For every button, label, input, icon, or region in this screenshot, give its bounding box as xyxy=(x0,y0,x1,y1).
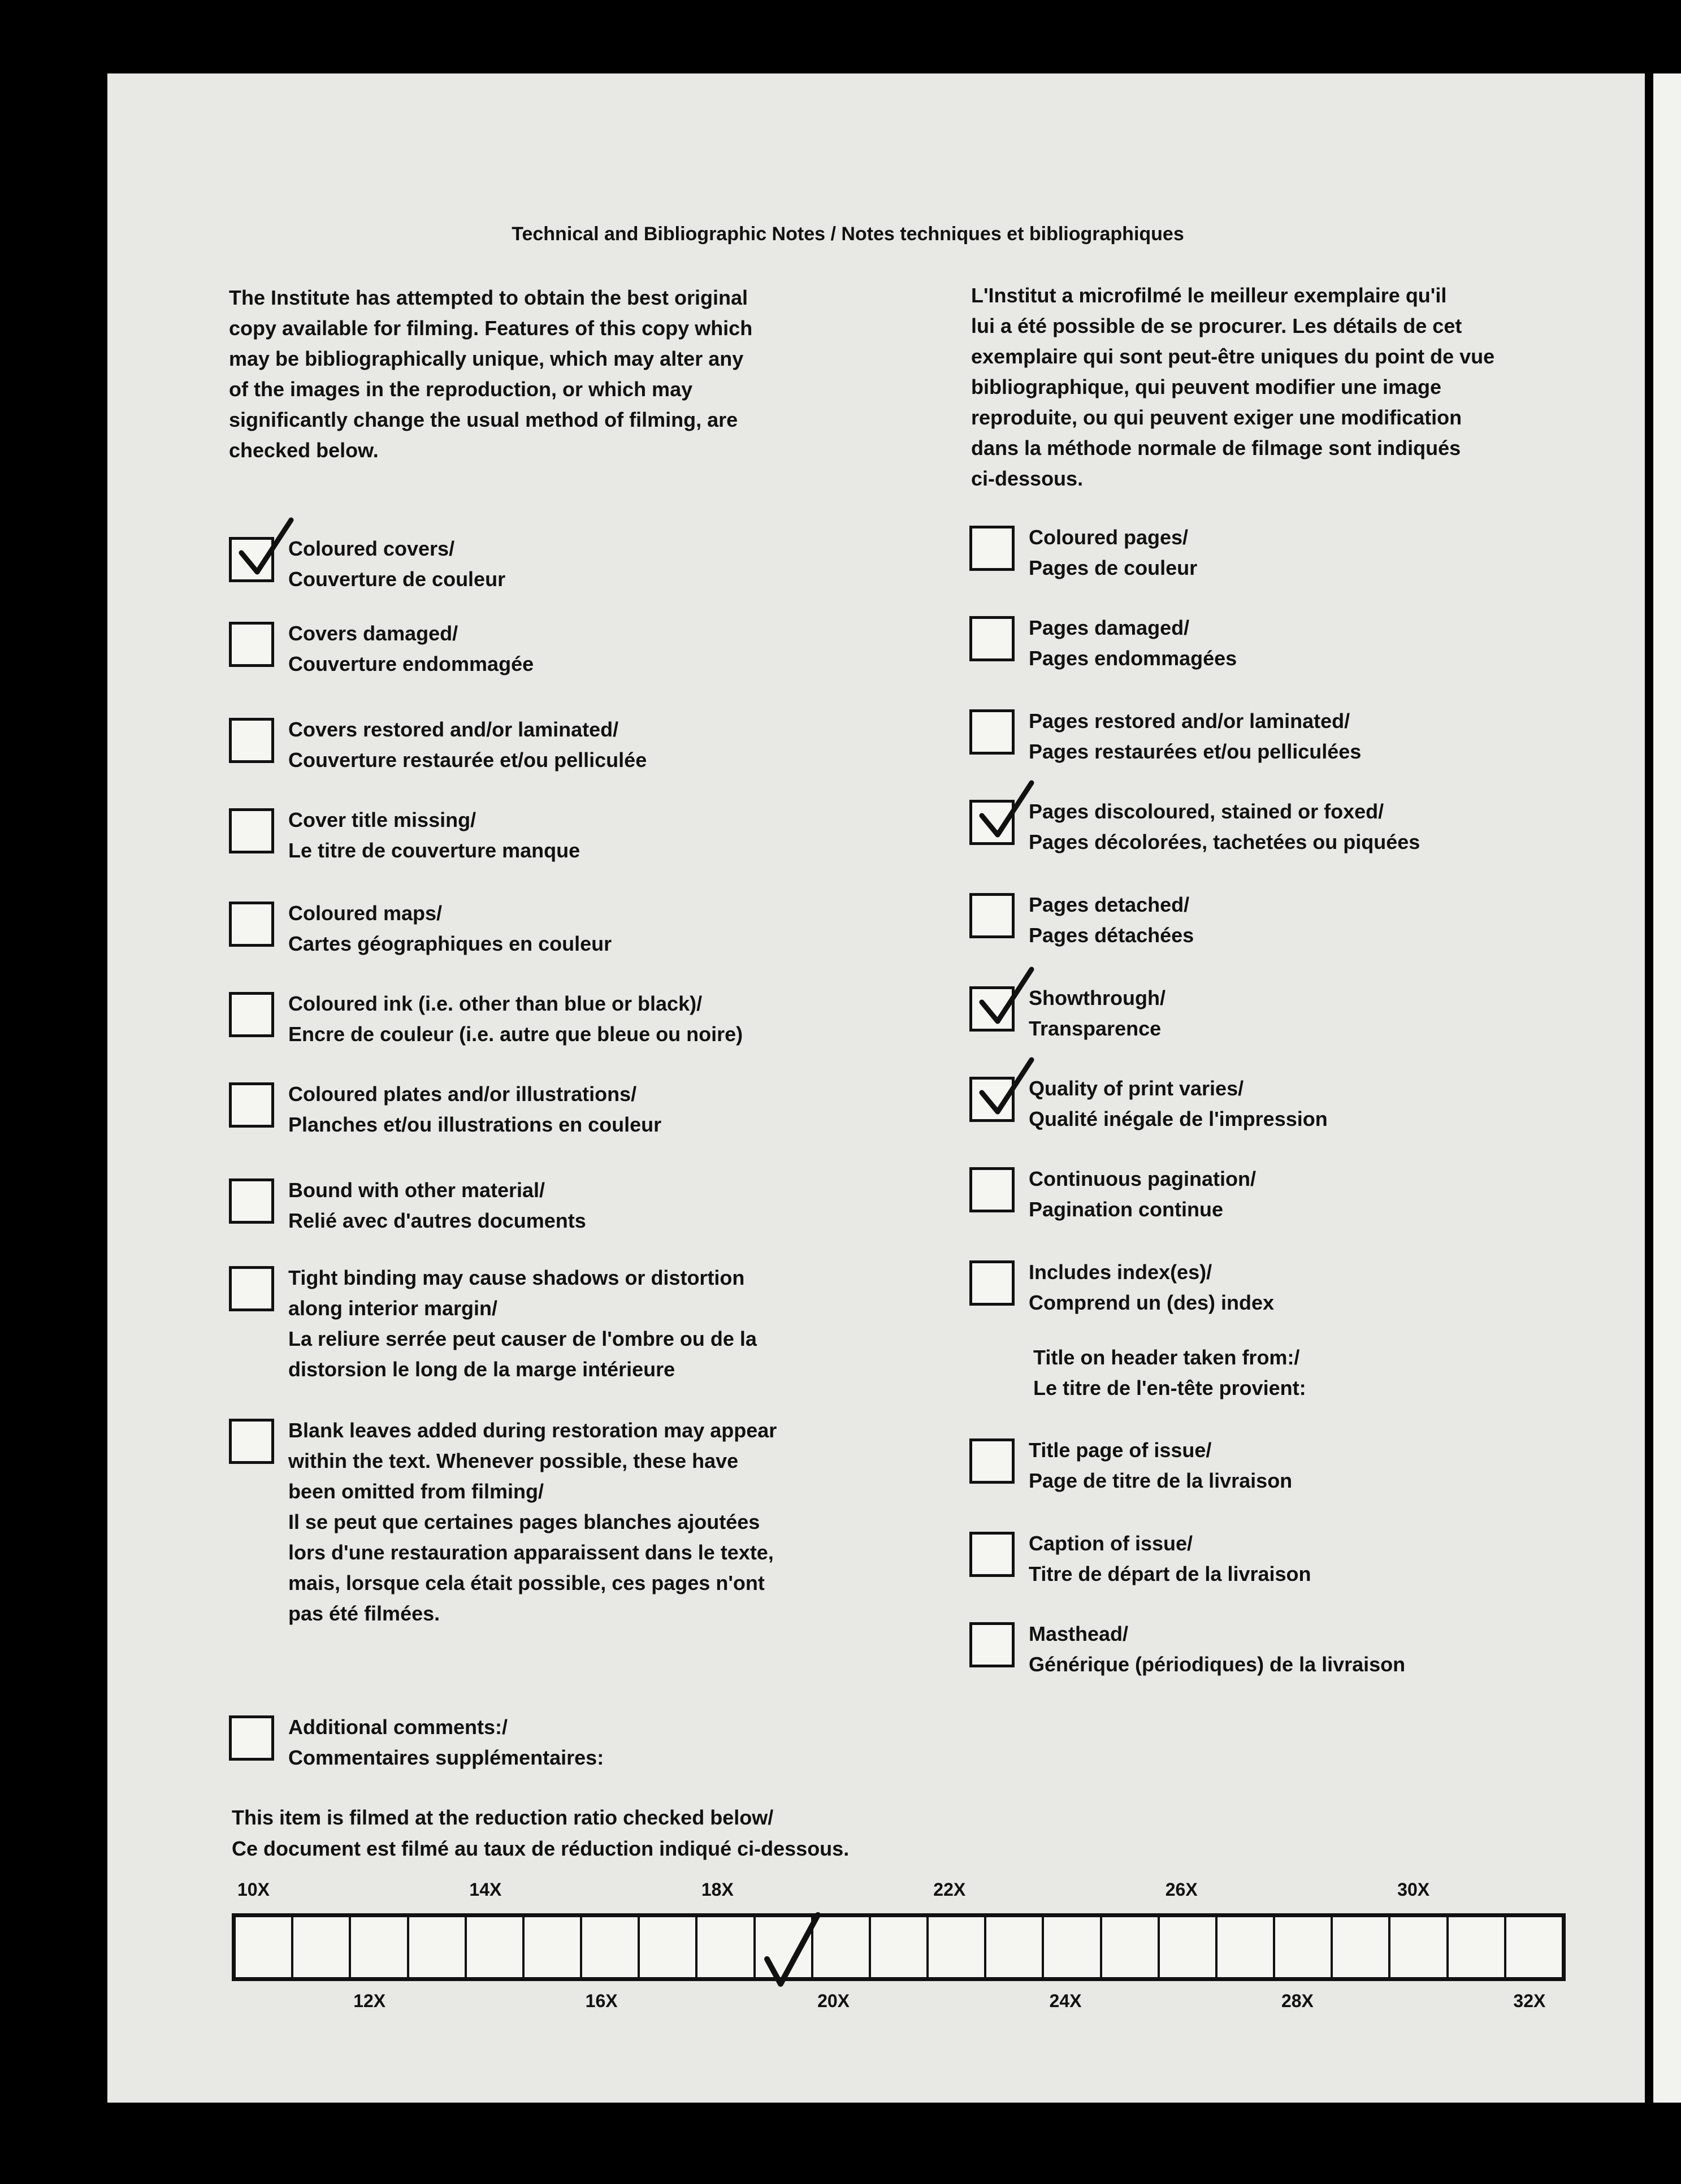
checklist-label xyxy=(288,714,647,775)
ratio-label: 30X xyxy=(1397,1879,1430,1900)
ratio-cell[interactable] xyxy=(697,1917,755,1977)
label-line: Tight binding may cause shadows or distortion xyxy=(288,1266,745,1289)
label-line: Includes index(es)/ xyxy=(1029,1260,1212,1284)
checkbox[interactable] xyxy=(969,709,1015,755)
ratio-cell[interactable] xyxy=(986,1917,1044,1977)
checklist-label xyxy=(1029,1619,1405,1680)
ratio-cell[interactable] xyxy=(1044,1917,1102,1977)
ratio-cell[interactable] xyxy=(1275,1917,1333,1977)
ratio-label: 18X xyxy=(701,1879,734,1900)
header-note-line: Le titre de l'en-tête provient: xyxy=(1033,1376,1306,1399)
label-line: distorsion le long de la marge intérieure xyxy=(288,1358,675,1381)
checklist-label xyxy=(288,1712,604,1773)
label-line: Commentaires supplémentaires: xyxy=(288,1746,604,1769)
ratio-label: 20X xyxy=(817,1991,850,2011)
label-line: Coloured maps/ xyxy=(288,902,443,925)
intro-en-line: The Institute has attempted to obtain the best original xyxy=(229,286,748,309)
checklist-label xyxy=(288,618,534,679)
ratio-cell[interactable] xyxy=(236,1917,293,1977)
label-line: Title page of issue/ xyxy=(1029,1438,1212,1462)
checkbox[interactable] xyxy=(229,1715,274,1761)
ratio-label: 14X xyxy=(469,1879,502,1900)
adjacent-page-edge xyxy=(1653,73,1681,2103)
ratio-label: 24X xyxy=(1049,1991,1082,2011)
label-line: Planches et/ou illustrations en couleur xyxy=(288,1113,662,1136)
label-line: Relié avec d'autres documents xyxy=(288,1209,586,1232)
ratio-label: 28X xyxy=(1281,1991,1314,2011)
ratio-label: 16X xyxy=(585,1991,618,2011)
label-line: Continuous pagination/ xyxy=(1029,1167,1256,1190)
label-line: Blank leaves added during restoration may appear xyxy=(288,1419,777,1442)
ratio-cell[interactable] xyxy=(1218,1917,1275,1977)
checkbox[interactable] xyxy=(229,1419,274,1464)
label-line: Page de titre de la livraison xyxy=(1029,1469,1293,1492)
label-line: Le titre de couverture manque xyxy=(288,839,580,862)
ratio-cell[interactable] xyxy=(1390,1917,1448,1977)
ratio-label: 12X xyxy=(353,1991,386,2011)
label-line: Covers damaged/ xyxy=(288,622,458,645)
checklist-label xyxy=(1029,983,1166,1044)
checkmark-icon xyxy=(975,783,1037,845)
checklist-label xyxy=(1029,1073,1328,1134)
intro-en-line: checked below. xyxy=(229,439,379,462)
ratio-cell[interactable] xyxy=(871,1917,929,1977)
checklist-label xyxy=(1029,796,1420,857)
checklist-label xyxy=(1029,1435,1292,1496)
ratio-text-en: This item is filmed at the reduction ratio checked below/ xyxy=(232,1806,774,1829)
checklist-label xyxy=(1029,706,1361,767)
intro-en-line: may be bibliographically unique, which may alter any xyxy=(229,347,744,370)
checklist-label xyxy=(1029,522,1197,583)
header-note-line: Title on header taken from:/ xyxy=(1033,1346,1300,1369)
ratio-cell[interactable] xyxy=(525,1917,582,1977)
ratio-cell[interactable] xyxy=(293,1917,351,1977)
checkmark-icon xyxy=(975,1060,1037,1122)
label-line: La reliure serrée peut causer de l'ombre ou de la xyxy=(288,1327,757,1350)
ratio-cell[interactable] xyxy=(1333,1917,1390,1977)
intro-french xyxy=(971,280,1494,494)
label-line: Covers restored and/or laminated/ xyxy=(288,718,619,741)
checkmark-icon xyxy=(235,520,297,582)
ratio-label: 32X xyxy=(1513,1991,1546,2011)
intro-fr-line: dans la méthode normale de filmage sont indiqués xyxy=(971,436,1461,460)
label-line: Titre de départ de la livraison xyxy=(1029,1562,1311,1585)
intro-fr-line: L'Institut a microfilmé le meilleur exemplaire qu'il xyxy=(971,284,1447,307)
checkbox[interactable] xyxy=(969,893,1015,938)
label-line: Qualité inégale de l'impression xyxy=(1029,1107,1328,1130)
label-line: been omitted from filming/ xyxy=(288,1480,544,1503)
intro-en-line: copy available for filming. Features of this copy which xyxy=(229,317,753,340)
checklist-label xyxy=(1029,890,1194,951)
label-line: Pagination continue xyxy=(1029,1198,1224,1221)
header-note xyxy=(1033,1342,1306,1403)
ratio-cell[interactable] xyxy=(1506,1917,1562,1977)
label-line: Il se peut que certaines pages blanches ajoutées xyxy=(288,1510,760,1533)
label-line: Cover title missing/ xyxy=(288,808,476,831)
ratio-cell[interactable] xyxy=(813,1917,871,1977)
checkbox[interactable] xyxy=(229,1178,274,1224)
checkmark-icon xyxy=(975,969,1037,1032)
checkbox[interactable] xyxy=(229,992,274,1037)
label-line: Générique (périodiques) de la livraison xyxy=(1029,1653,1406,1676)
label-line: within the text. Whenever possible, these have xyxy=(288,1449,739,1472)
checklist-label xyxy=(1029,613,1237,674)
ratio-label: 22X xyxy=(933,1879,966,1900)
intro-en-line: significantly change the usual method of filming, are xyxy=(229,408,738,431)
label-line: Pages détachées xyxy=(1029,924,1194,947)
label-line: Showthrough/ xyxy=(1029,986,1166,1009)
label-line: Cartes géographiques en couleur xyxy=(288,932,612,955)
intro-fr-line: ci-dessous. xyxy=(971,467,1084,490)
label-line: Masthead/ xyxy=(1029,1622,1129,1645)
checklist-label xyxy=(288,898,612,959)
label-line: Quality of print varies/ xyxy=(1029,1077,1244,1100)
checklist-label xyxy=(288,1415,777,1629)
label-line: Additional comments:/ xyxy=(288,1715,508,1739)
ratio-label: 10X xyxy=(237,1879,270,1900)
ratio-label: 26X xyxy=(1165,1879,1198,1900)
checklist-label xyxy=(288,1175,586,1236)
checklist-label xyxy=(288,534,505,595)
label-line: pas été filmées. xyxy=(288,1602,440,1625)
intro-en-line: of the images in the reproduction, or which may xyxy=(229,378,693,401)
ratio-cell[interactable] xyxy=(929,1917,986,1977)
label-line: mais, lorsque cela était possible, ces pages n'ont xyxy=(288,1571,765,1594)
checkbox[interactable] xyxy=(969,1260,1015,1306)
reduction-ratio-grid xyxy=(232,1913,1566,1981)
checkbox[interactable] xyxy=(229,808,274,853)
checkbox[interactable] xyxy=(969,1438,1015,1484)
ratio-cell[interactable] xyxy=(1160,1917,1218,1977)
checklist-label xyxy=(1029,1257,1274,1318)
label-line: lors d'une restauration apparaissent dans le texte, xyxy=(288,1541,774,1564)
checkbox[interactable] xyxy=(969,1622,1015,1667)
label-line: Pages décolorées, tachetées ou piquées xyxy=(1029,830,1420,853)
checklist-label xyxy=(288,805,580,866)
checkbox[interactable] xyxy=(229,718,274,763)
ratio-checkmark xyxy=(759,1910,821,1990)
label-line: Coloured covers/ xyxy=(288,537,455,560)
checkbox[interactable] xyxy=(969,1532,1015,1577)
intro-fr-line: lui a été possible de se procurer. Les détails de cet xyxy=(971,314,1462,337)
ratio-cell[interactable] xyxy=(467,1917,525,1977)
label-line: Encre de couleur (i.e. autre que bleue ou noire) xyxy=(288,1022,743,1046)
ratio-cell[interactable] xyxy=(640,1917,697,1977)
label-line: Pages damaged/ xyxy=(1029,616,1190,639)
intro-fr-line: reproduite, ou qui peuvent exiger une modification xyxy=(971,406,1462,429)
label-line: Coloured ink (i.e. other than blue or black)/ xyxy=(288,992,703,1015)
label-line: Coloured pages/ xyxy=(1029,526,1189,549)
checkbox[interactable] xyxy=(969,1167,1015,1212)
checkmark-icon xyxy=(759,1910,821,1990)
label-line: Pages discoloured, stained or foxed/ xyxy=(1029,800,1384,823)
label-line: Couverture endommagée xyxy=(288,652,534,675)
label-line: Couverture restaurée et/ou pelliculée xyxy=(288,748,647,772)
ratio-cell[interactable] xyxy=(1102,1917,1160,1977)
checkbox[interactable] xyxy=(229,902,274,947)
ratio-cell[interactable] xyxy=(1449,1917,1506,1977)
checkbox[interactable] xyxy=(229,1082,274,1128)
checkbox[interactable] xyxy=(229,1266,274,1311)
intro-english xyxy=(229,283,752,466)
checklist-label xyxy=(1029,1528,1311,1589)
checklist-label xyxy=(288,1079,661,1140)
label-line: Bound with other material/ xyxy=(288,1178,545,1202)
checklist-label xyxy=(288,989,743,1050)
page-title: Technical and Bibliographic Notes / Notes techniques et bibliographiques xyxy=(512,223,1184,245)
label-line: Transparence xyxy=(1029,1017,1162,1040)
checkbox[interactable] xyxy=(229,622,274,667)
label-line: Pages endommagées xyxy=(1029,647,1237,670)
ratio-cell[interactable] xyxy=(409,1917,467,1977)
checkbox[interactable] xyxy=(969,526,1015,571)
ratio-cell[interactable] xyxy=(351,1917,409,1977)
label-line: along interior margin/ xyxy=(288,1297,498,1320)
label-line: Pages detached/ xyxy=(1029,893,1190,916)
label-line: Comprend un (des) index xyxy=(1029,1291,1275,1314)
checkbox[interactable] xyxy=(969,616,1015,661)
label-line: Pages de couleur xyxy=(1029,556,1198,579)
ratio-cell[interactable] xyxy=(582,1917,640,1977)
ratio-text-fr: Ce document est filmé au taux de réduction indiqué ci-dessous. xyxy=(232,1837,850,1860)
intro-fr-line: bibliographique, qui peuvent modifier une image xyxy=(971,375,1442,398)
intro-fr-line: exemplaire qui sont peut-être uniques du point de vue xyxy=(971,345,1495,368)
label-line: Pages restored and/or laminated/ xyxy=(1029,709,1350,733)
label-line: Couverture de couleur xyxy=(288,567,506,591)
label-line: Caption of issue/ xyxy=(1029,1532,1193,1555)
label-line: Pages restaurées et/ou pelliculées xyxy=(1029,740,1362,763)
label-line: Coloured plates and/or illustrations/ xyxy=(288,1082,637,1106)
checklist-label xyxy=(1029,1164,1256,1225)
checklist-label xyxy=(288,1263,757,1385)
